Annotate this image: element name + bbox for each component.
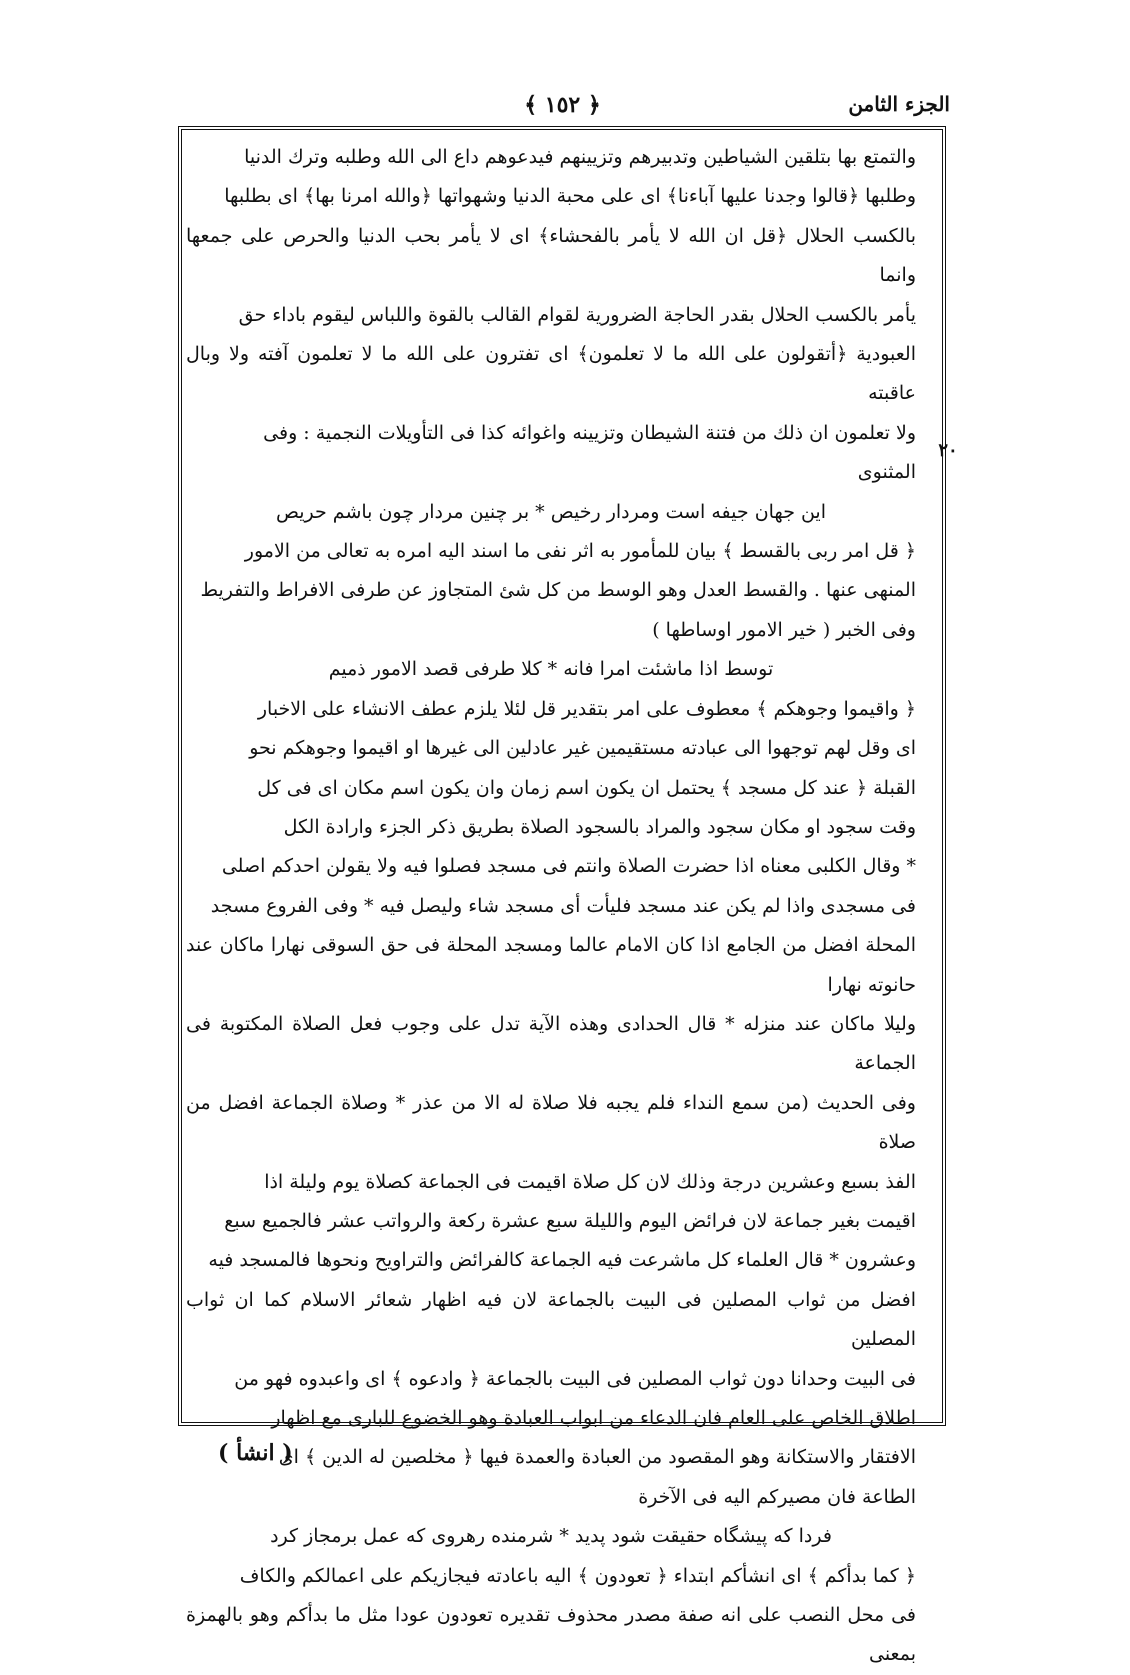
text-line: المحلة افضل من الجامع اذا كان الامام عالما ومسجد المحلة فى حق السوقى نهارا ماكان عند حانوته نهارا [186,934,916,996]
text-line: والتمتع بها بتلقين الشياطين وتدبيرهم وتزيينهم فيدعوهم داع الى الله وطلبه وترك الدنيا [244,146,916,168]
text-line: بالكسب الحلال ﴿قل ان الله لا يأمر بالفحشاء﴾ اى لا يأمر بحب الدنيا والحرص على جمعها وانما [186,224,916,287]
margin-note: ٢٠ [938,440,958,461]
text-line: * وقال الكلبى معناه اذا حضرت الصلاة وانتم فى مسجد فصلوا فيه ولا يقولن احدكم اصلى [221,855,916,878]
text-line: فى البيت وحدانا دون ثواب المصلين فى البيت بالجماعة ﴿ وادعوه ﴾ اى واعبدوه فهو من [234,1367,916,1390]
verse: فردا كه پيشگاه حقيقت شود پديد * شرمنده رهروى كه عمل برمجاز كرد [270,1525,832,1548]
text-line: وطلبها ﴿قالوا وجدنا عليها آباءنا﴾ اى على محبة الدنيا وشهواتها ﴿والله امرنا بها﴾ اى بطلبها [224,185,916,208]
text-line: يأمر بالكسب الحلال بقدر الحاجة الضرورية لقوام القالب بالقوة واللباس ليقوم باداء حق [238,303,916,326]
text-line: وفى الحديث (من سمع النداء فلم يجبه فلا صلاة له الا من عذر * وصلاة الجماعة افضل من صلاة [186,1091,916,1154]
text-line: المنهى عنها . والقسط العدل وهو الوسط من كل شئ المتجاوز عن طرفى الافراط والتفريط [200,579,916,602]
catchword: ( انشأ ) [218,1440,293,1466]
text-line: القبلة ﴿ عند كل مسجد ﴾ يحتمل ان يكون اسم زمان وان يكون اسم مكان اى فى كل [257,776,916,799]
body-text [186,138,916,1675]
text-line: اى وقل لهم توجهوا الى عبادته مستقيمين غير عادلين الى غيرها او اقيموا وجوهكم نحو [249,737,916,760]
text-line: ﴿ قل امر ربى بالقسط ﴾ بيان للمأمور به اثر نفى ما اسند اليه امره به تعالى من الامور [244,540,916,563]
text-line: اطلاق الخاص على العام فان الدعاء من ابواب العبادة وهو الخضوع للبارى مع اظهار [271,1407,916,1429]
text-line: الافتقار والاستكانة وهو المقصود من العبادة والعمدة فيها ﴿ مخلصين له الدين ﴾ اى [278,1446,916,1469]
text-line: اقيمت بغير جماعة لان فرائض اليوم والليلة سبع عشرة ركعة والرواتب عشر فالجميع سبع [224,1209,916,1232]
verse: توسط اذا ماشئت امرا فانه * كلا طرفى قصد الامور ذميم [328,658,774,681]
text-line: الطاعة فان مصيركم اليه فى الآخرة [638,1485,916,1508]
text-line: فى مسجدى واذا لم يكن عند مسجد فليأت أى مسجد شاء وليصل فيه * وفى الفروع مسجد [210,894,916,917]
text-line: ولا تعلمون ان ذلك من فتنة الشيطان وتزيينه واغوائه كذا فى التأويلات النجمية : وفى [263,421,916,444]
running-head: الجزء الثامن [848,92,950,116]
page-header [175,92,950,126]
text-line: الفذ بسبع وعشرين درجة وذلك لان كل صلاة اقيمت فى الجماعة كصلاة يوم وليلة اذا [264,1170,916,1193]
text-line: ﴿ واقيموا وجوهكم ﴾ معطوف على امر بتقدير قل لئلا يلزم عطف الانشاء على الاخبار [257,697,916,720]
text-line: وعشرون * قال العلماء كل ماشرعت فيه الجماعة كالفرائض والتراويح ونحوها فالمسجد فيه [208,1249,916,1272]
text-line: وقت سجود او مكان سجود والمراد بالسجود الصلاة بطريق ذكر الجزء وارادة الكل [283,815,916,838]
text-line: فى محل النصب على انه صفة مصدر محذوف تقديره تعودون عودا مثل ما بدأكم وهو بالهمزة بمعنى [186,1604,916,1666]
text-line: وفى الخبر ( خير الامور اوساطها ) [652,618,916,641]
text-line: العبودية ﴿أتقولون على الله ما لا تعلمون﴾ اى تفترون على الله ما لا تعلمون آفته ولا وبال عاقبته [186,343,916,405]
page-number: ﴿ ١٥٢ ﴾ [524,92,601,118]
text-line: المثنوى [857,461,916,484]
text-line: افضل من ثواب المصلين فى البيت بالجماعة لان فيه اظهار شعائر الاسلام كما ان ثواب المصلين [186,1288,916,1351]
text-line: وليلا ماكان عند منزله * قال الحدادى وهذه الآية تدل على وجوب فعل الصلاة المكتوبة فى الجماعة [186,1012,916,1075]
text-line: ﴿ كما بدأكم ﴾ اى انشأكم ابتداء ﴿ تعودون ﴾ اليه باعادته فيجازيكم على اعمالكم والكاف [239,1564,916,1587]
verse: اين جهان جيفه است ومردار رخيص * بر چنين مردار چون باشم حريص [275,500,827,523]
